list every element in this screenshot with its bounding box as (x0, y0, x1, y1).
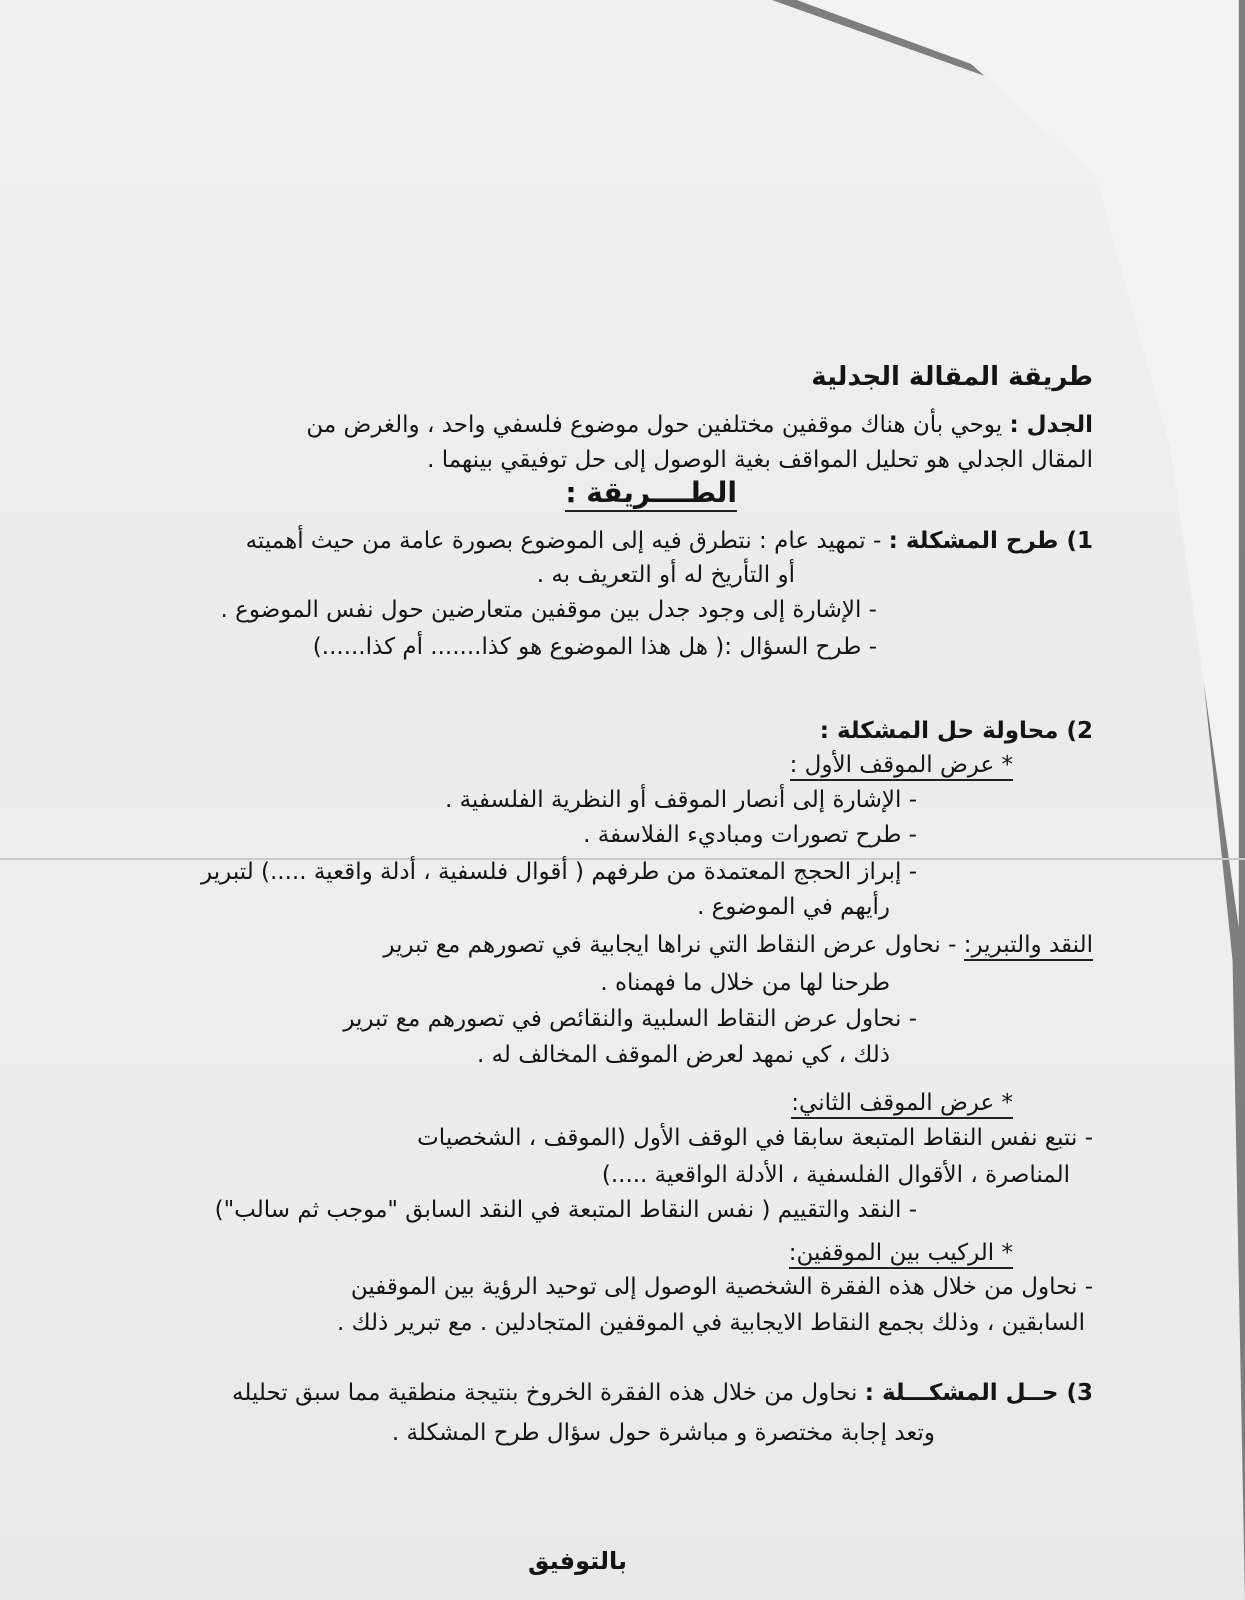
section3-text-1: نحاول من خلال هذه الفقرة الخروخ بنتيجة منطقية مما سبق تحليله (232, 1380, 858, 1406)
first-position-label-text: * عرض الموقف الأول : (790, 752, 1013, 781)
first-position-line-1: - الإشارة إلى أنصار الموقف أو النظرية الفلسفية . (444, 787, 917, 813)
method-heading (565, 478, 737, 508)
critique-line-4: ذلك ، كي نمهد لعرض الموقف المخالف له . (476, 1042, 890, 1068)
section3-line-2: وتعد إجابة مختصرة و مباشرة حول سؤال طرح المشكلة . (391, 1420, 935, 1446)
second-position-line-3: - النقد والتقييم ( نفس النقاط المتبعة في النقد السابق "موجب ثم سالب") (214, 1197, 917, 1223)
first-position-line-2: - طرح تصورات ومباديء الفلاسفة . (583, 822, 917, 848)
closing-text: بالتوفيق (527, 1547, 627, 1575)
section1-heading: 1) طرح المشكلة : (888, 528, 1093, 554)
synthesis-label-text: * الركيب بين الموقفين: (789, 1240, 1013, 1269)
second-position-label (791, 1088, 1013, 1118)
first-position-label (790, 750, 1013, 780)
second-position-line-1: - نتبع نفس النقاط المتبعة سابقا في الوقف الأول (الموقف ، الشخصيات (417, 1125, 1093, 1151)
method-heading-text: الطــــريقة : (565, 476, 737, 512)
section1-text-1: - تمهيد عام : نتطرق فيه إلى الموضوع بصورة عامة من حيث أهميته (245, 528, 882, 554)
definition-line-2: المقال الجدلي هو تحليل المواقف بغية الوصول إلى حل توفيقي بينهما . (427, 447, 1093, 473)
document-title: طريقة المقالة الجدلية (811, 362, 1093, 392)
second-position-line-2: المناصرة ، الأقوال الفلسفية ، الأدلة الواقعية .....) (601, 1162, 1070, 1188)
critique-label: النقد والتبرير: (964, 932, 1093, 961)
section1-line-4: - طرح السؤال :( هل هذا الموضوع هو كذا....... أم كذا......) (312, 634, 877, 660)
section3-line-1 (232, 1378, 1093, 1408)
first-position-line-3: - إبراز الحجج المعتمدة من طرفهم ( أقوال فلسفية ، أدلة واقعية .....) لتبرير (201, 859, 917, 885)
critique-line-3: - نحاول عرض النقاط السلبية والنقائص في تصورهم مع تبرير (343, 1006, 917, 1032)
definition-text-1: يوحي بأن هناك موقفين مختلفين حول موضوع فلسفي واحد ، والغرض من (306, 412, 1003, 438)
definition-line-1 (306, 410, 1093, 440)
synthesis-line-1: - نحاول من خلال هذه الفقرة الشخصية الوصول إلى توحيد الرؤية بين الموقفين (350, 1274, 1093, 1300)
first-position-line-4: رأيهم في الموضوع . (697, 894, 890, 920)
critique-line-2: طرحنا لها من خلال ما فهمناه . (600, 970, 890, 996)
section1-line-2: أو التأريخ له أو التعريف به . (536, 562, 795, 588)
section2-heading: 2) محاولة حل المشكلة : (819, 718, 1093, 744)
synthesis-label (789, 1238, 1013, 1268)
critique-text-1: - نحاول عرض النقاط التي نراها ايجابية في تصورهم مع تبرير (383, 932, 957, 958)
critique-line-1 (383, 930, 1093, 960)
section1-line-1 (246, 526, 1093, 556)
definition-term: الجدل : (1009, 412, 1093, 438)
section1-line-3: - الإشارة إلى وجود جدل بين موقفين متعارضين حول نفس الموضوع . (220, 597, 877, 623)
synthesis-line-2: السابقين ، وذلك بجمع النقاط الايجابية في الموقفين المتجادلين . مع تبرير ذلك . (336, 1310, 1085, 1336)
section3-heading: 3) حــل المشكـــلة : (864, 1380, 1093, 1406)
second-position-label-text: * عرض الموقف الثاني: (791, 1090, 1013, 1119)
